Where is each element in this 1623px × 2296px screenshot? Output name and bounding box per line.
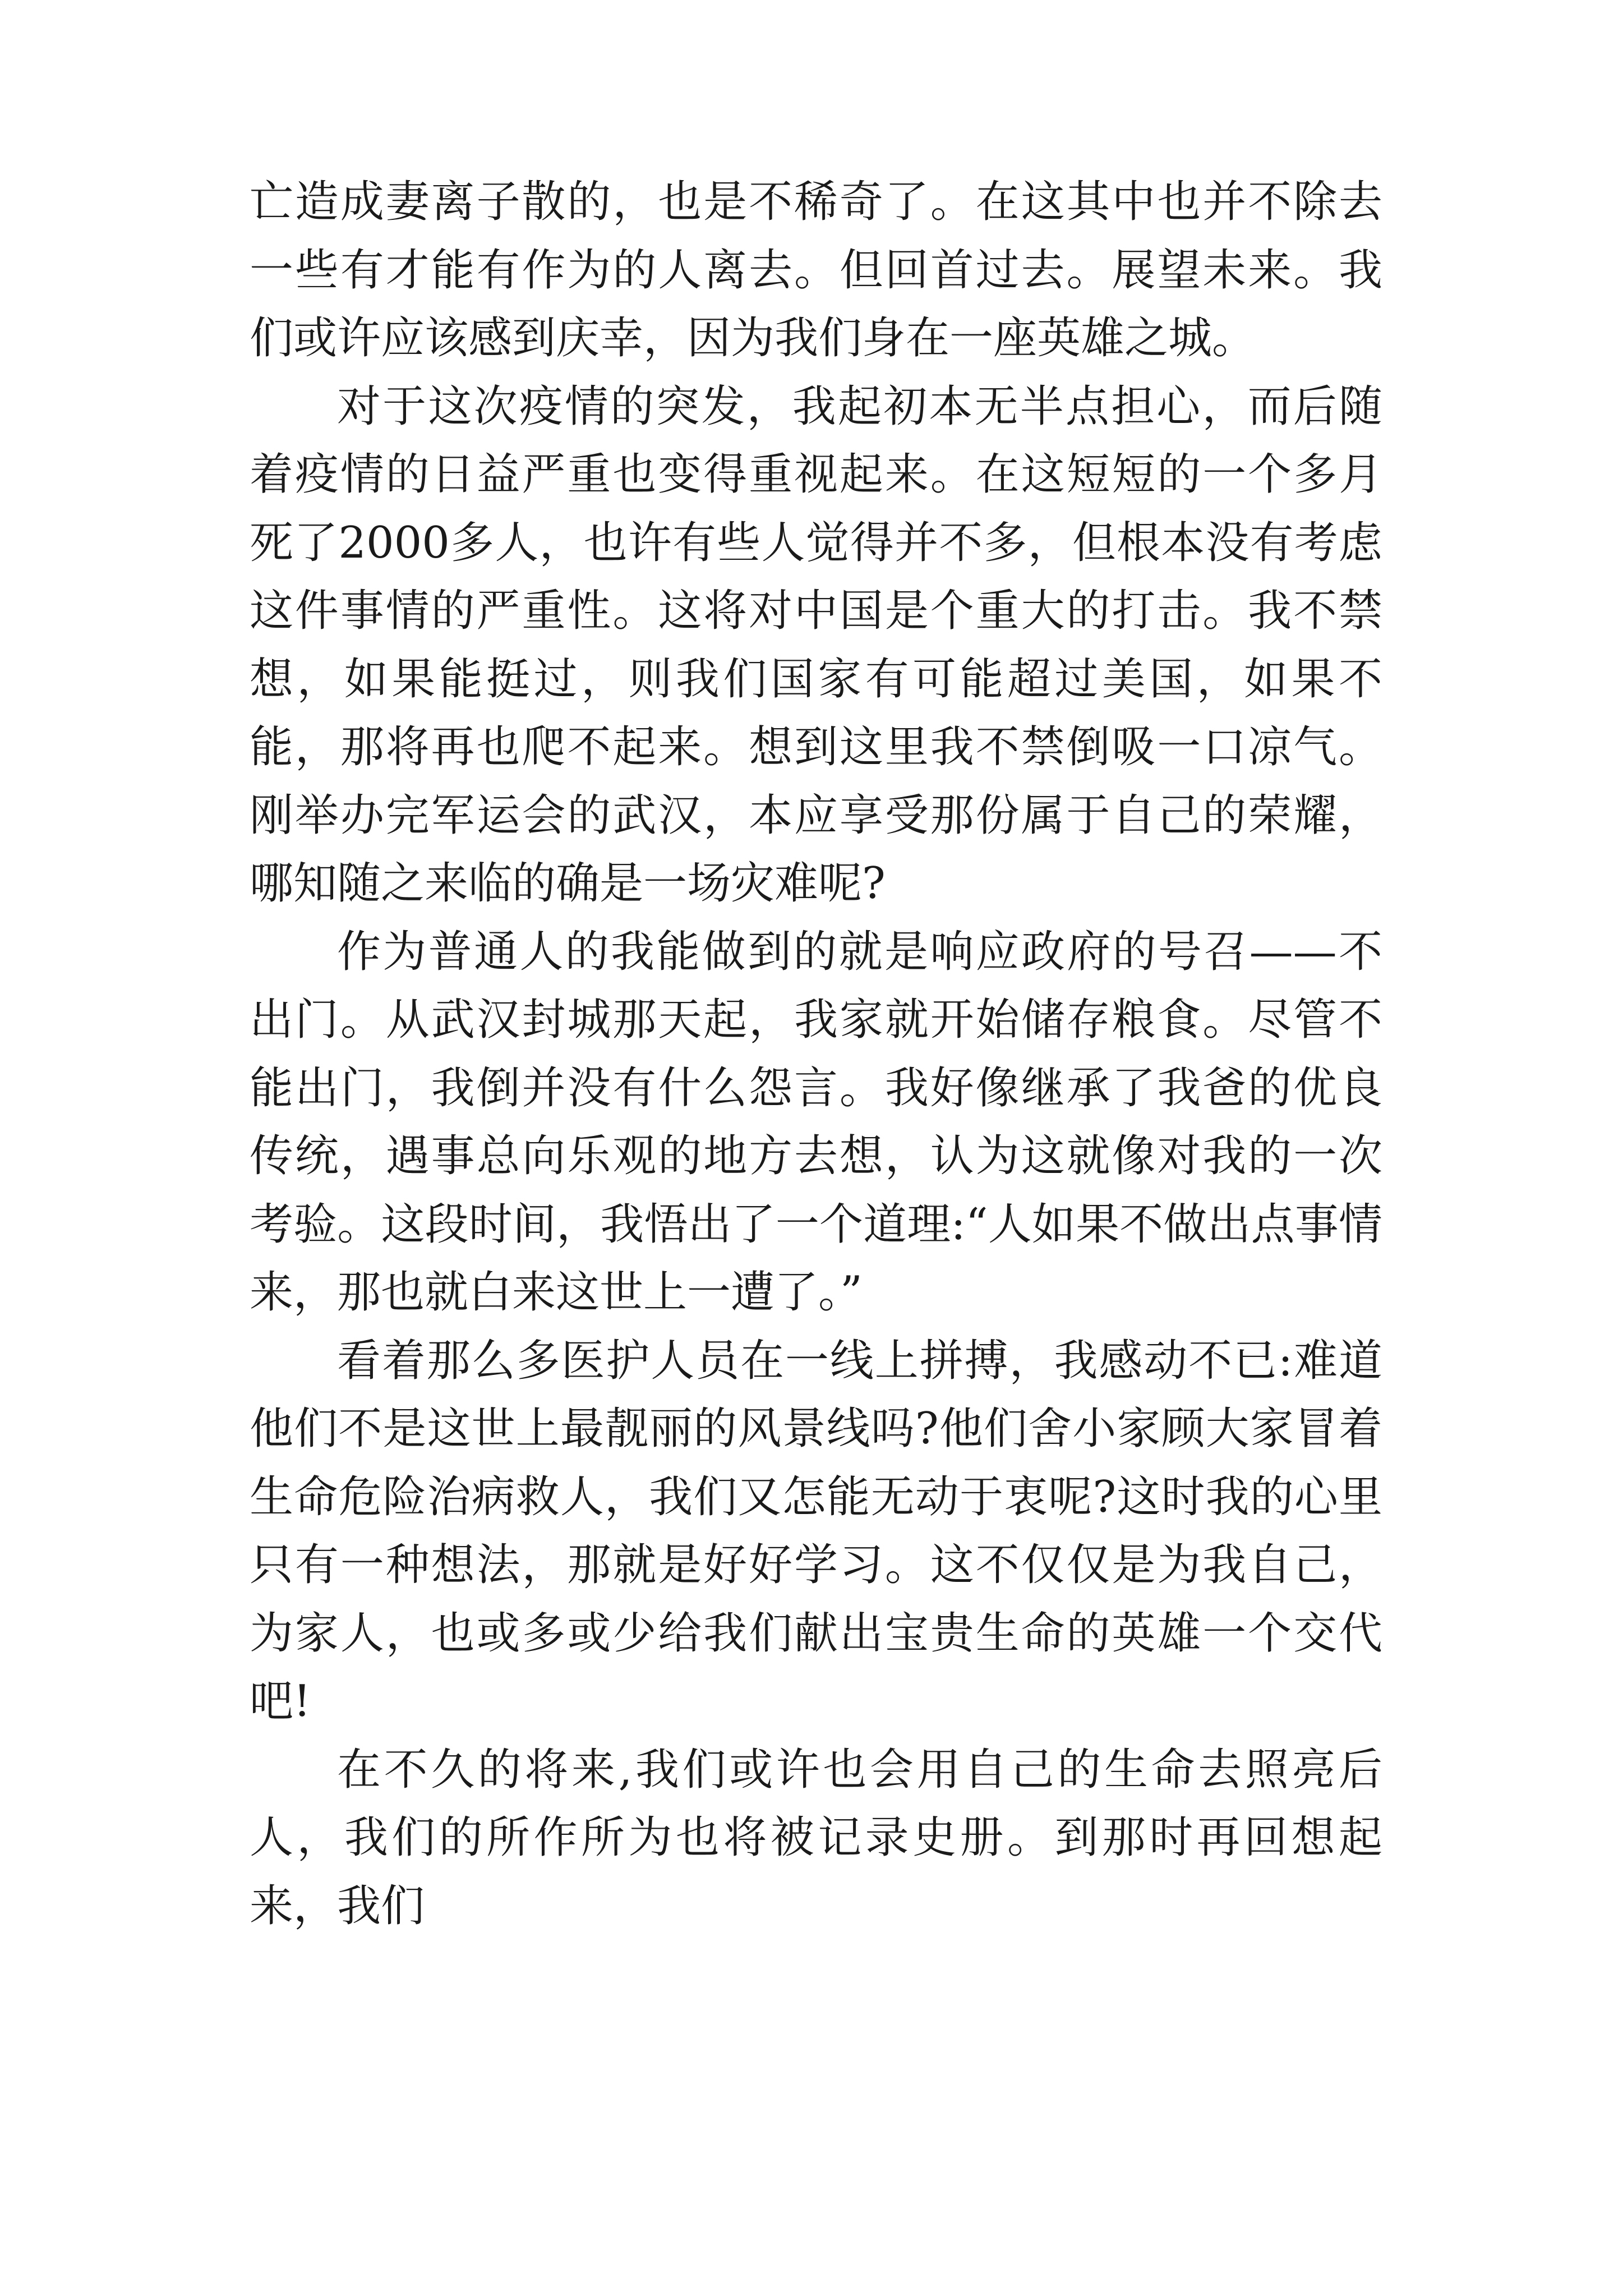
paragraph-2: 对于这次疫情的突发，我起初本无半点担心，而后随着疫情的日益严重也变得重视起来。在这短短的一个多月死了2000多人，也许有些人觉得并不多，但根本没有考虑这件事情的严重性。这将对中国是个重大的打击。我不禁想，如果能挺过，则我们国家有可能超过美国，如果不能，那将再也爬不起来。想到这里我不禁倒吸一口凉气。刚举办完军运会的武汉，本应享受那份属于自己的荣耀，哪知随之来临的确是一场灾难呢?: [250, 381, 1382, 909]
paragraph-1: 亡造成妻离子散的，也是不稀奇了。在这其中也并不除去一些有才能有作为的人离去。但回首过去。展望未来。我们或许应该感到庆幸，因为我们身在一座英雄之城。: [250, 177, 1382, 364]
document-body: [250, 168, 1382, 1940]
paragraph-4: 看着那么多医护人员在一线上拼搏，我感动不已:难道他们不是这世上最靓丽的风景线吗?他们舍小家顾大家冒着生命危险治病救人，我们又怎能无动于衷呢?这时我的心里只有一种想法，那就是好好学习。这不仅仅是为我自己，为家人，也或多或少给我们献出宝贵生命的英雄一个交代吧!: [250, 1335, 1382, 1727]
paragraph-3: 作为普通人的我能做到的就是响应政府的号召——不出门。从武汉封城那天起，我家就开始储存粮食。尽管不能出门，我倒并没有什么怨言。我好像继承了我爸的优良传统，遇事总向乐观的地方去想，认为这就像对我的一次考验。这段时间，我悟出了一个道理:“人如果不做出点事情来，那也就白来这世上一遭了。”: [250, 926, 1382, 1318]
paragraph-5: 在不久的将来,我们或许也会用自己的生命去照亮后人，我们的所作所为也将被记录史册。到那时再回想起来，我们: [250, 1744, 1382, 1931]
